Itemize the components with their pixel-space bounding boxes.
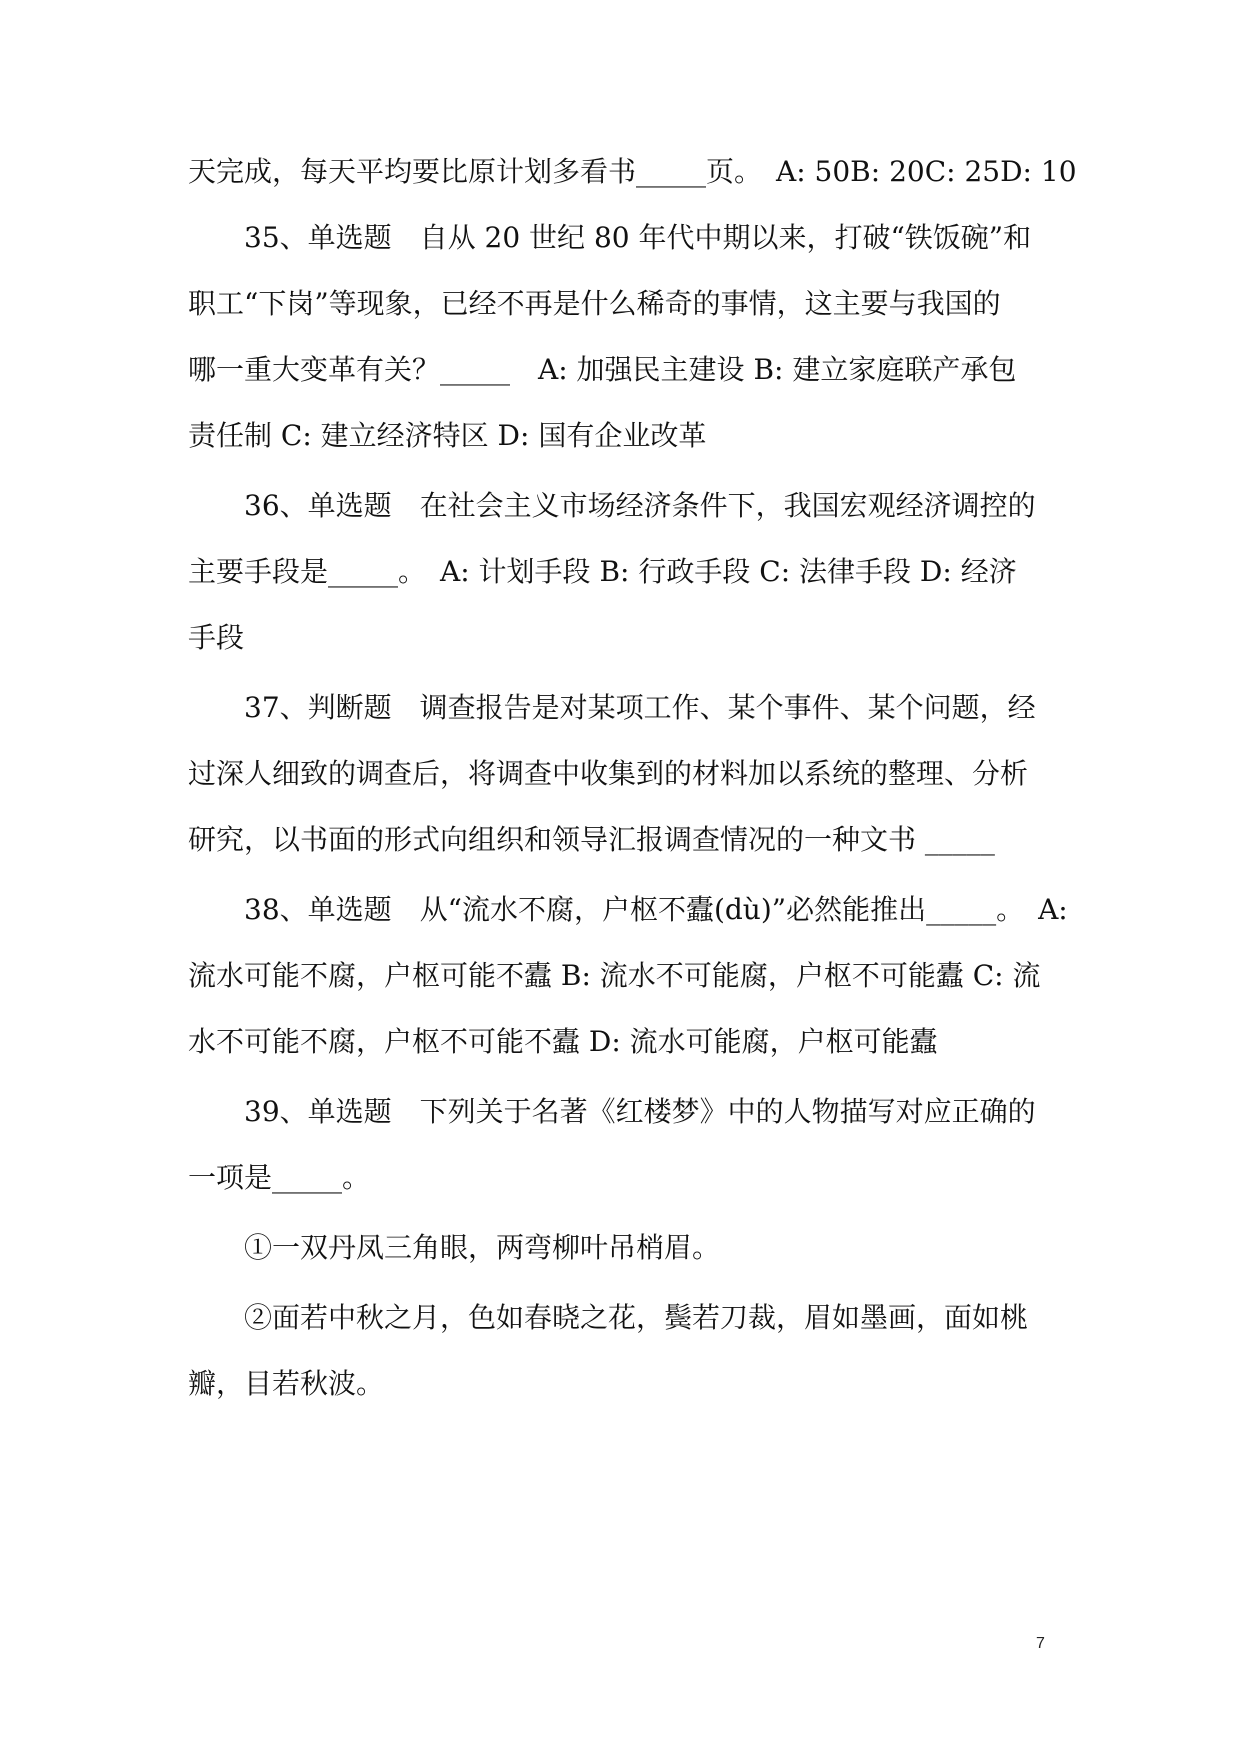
text-line: 哪一重大变革有关？_____ A: 加强民主建设 B: 建立家庭联产承包 [188, 353, 1017, 386]
question-38-header: 38、单选题 从“流水不腐，户枢不蠹(dù)”必然能推出_____。 A: [244, 893, 1068, 926]
text-line: 研究，以书面的形式向组织和领导汇报调查情况的一种文书 _____ [188, 823, 995, 856]
question-39-header: 39、单选题 下列关于名著《红楼梦》中的人物描写对应正确的 [244, 1095, 1036, 1128]
text-line: 手段 [188, 621, 245, 654]
text-line: 责任制 C: 建立经济特区 D: 国有企业改革 [188, 419, 707, 452]
text-line: 水不可能不腐，户枢不可能不蠹 D: 流水可能腐，户枢可能蠹 [188, 1025, 938, 1058]
text-line: 一项是_____。 [188, 1161, 371, 1194]
text-line: 流水可能不腐，户枢可能不蠹 B: 流水不可能腐，户枢不可能蠹 C: 流 [188, 959, 1041, 992]
question-35-header: 35、单选题 自从 20 世纪 80 年代中期以来，打破“铁饭碗”和 [244, 221, 1032, 254]
question-36-header: 36、单选题 在社会主义市场经济条件下，我国宏观经济调控的 [244, 489, 1036, 522]
page-number: 7 [1036, 1635, 1045, 1652]
text-line: ②面若中秋之月，色如春晓之花，鬓若刀裁，眉如墨画，面如桃 [244, 1301, 1029, 1334]
text-line: 天完成，每天平均要比原计划多看书_____页。 A: 50B: 20C: 25D: 10 [188, 155, 1077, 188]
text-line: 主要手段是_____。 A: 计划手段 B: 行政手段 C: 法律手段 D: 经济 [188, 555, 1017, 588]
text-line: ①一双丹凤三角眼，两弯柳叶吊梢眉。 [244, 1231, 721, 1264]
question-37-header: 37、判断题 调查报告是对某项工作、某个事件、某个问题，经 [244, 691, 1036, 724]
text-line: 过深人细致的调查后，将调查中收集到的材料加以系统的整理、分析 [188, 757, 1029, 790]
text-line: 瓣，目若秋波。 [188, 1367, 385, 1400]
text-line: 职工“下岗”等现象，已经不再是什么稀奇的事情，这主要与我国的 [188, 287, 1001, 320]
